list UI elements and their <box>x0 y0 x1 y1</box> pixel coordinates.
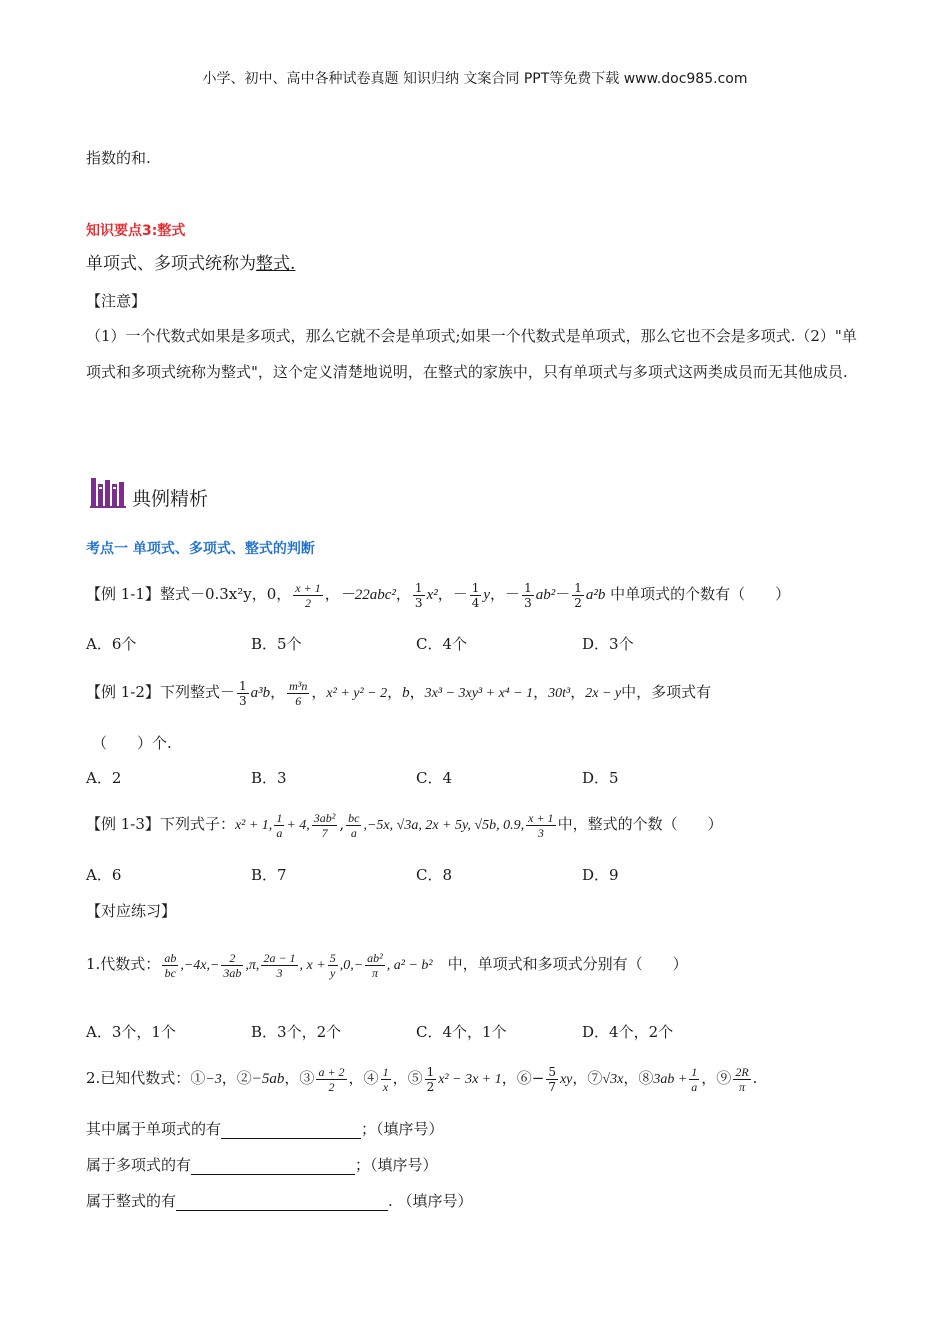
fraction: $\frac{\text{m³n}}{6}$ <box>289 678 308 708</box>
option-c[interactable]: C．4 <box>416 769 453 787</box>
fill-line-monomials <box>86 1118 444 1139</box>
option-b[interactable]: B．7 <box>251 866 287 884</box>
fill-line-integral <box>86 1190 473 1211</box>
answer-blank[interactable] <box>191 1156 355 1175</box>
fraction: $\frac{2}{3ab}$ <box>223 950 242 980</box>
note-body: （1）一个代数式如果是多项式，那么它就不会是单项式;如果一个代数式是单项式，那么它也不会是多项式.（2）"单项式和多项式统称为整式"，这个定义清楚地说明，在整式的家族中，只有单项式与多项式这两类成员而无其他成员. <box>86 327 857 381</box>
option-d[interactable]: D．9 <box>582 866 619 884</box>
option-b[interactable]: B．3个，2个 <box>251 1023 342 1041</box>
fraction: $\frac{5}{7}$ <box>548 1064 556 1094</box>
definition-line <box>86 249 295 274</box>
fraction: $\frac{x + 1}{3}$ <box>528 810 554 840</box>
option-c[interactable]: C．4个，1个 <box>416 1023 507 1041</box>
fraction: $\frac{1}{2}$ <box>426 1064 435 1094</box>
note-label: 【注意】 <box>86 292 147 310</box>
fill-tail: ；（填序号） <box>361 1120 444 1138</box>
fraction: $\frac{\text{3ab²}}{7}$ <box>313 810 336 840</box>
question-lead: 1.代数式： <box>86 955 161 973</box>
option-a[interactable]: A．6 <box>86 866 122 884</box>
example-1-2: 【例 1-2】下列整式－ $\frac{1}{3}$ a³b， $\frac{\text{m³n}}{6}$ ，x² + y² − 2，b，3x³ − 3xy³ + x⁴ − 1，30t³，2x − y中，多项式有 <box>86 678 712 708</box>
fraction: $\frac{1}{3}$ <box>524 580 532 610</box>
page-header: 小学、初中、高中各种试卷真题 知识归纳 文案合同 PPT等免费下载 www.doc985.com <box>202 71 748 87</box>
question-tail: 中，单项式和多项式分别有（ ） <box>447 955 688 973</box>
fill-tail: ；（填序号） <box>355 1156 438 1174</box>
example-label: 【例 1-2】 <box>86 683 160 701</box>
option-c[interactable]: C．8 <box>416 866 453 884</box>
fraction: $\frac{x + 1}{2}$ <box>295 580 321 610</box>
fraction: $\frac{\text{ab²}}{\pi}$ <box>367 950 383 980</box>
fraction: $\frac{1}{3}$ <box>238 678 247 708</box>
practice-question-2: 2.已知代数式：①−3，②−5ab，③ $\frac{a + 2}{2}$ ，④ $\frac{1}{x}$ ，⑤ $\frac{1}{2}$ x² − 3x + 1，⑥− $\frac{5}{7}$ xy，⑦√3x，⑧3ab + $\frac{1}{a}$ ，⑨ $\frac{2R}{\pi}$ . <box>86 1064 758 1094</box>
fill-lead: 其中属于单项式的有 <box>86 1120 222 1138</box>
fill-line-polynomials <box>86 1154 438 1175</box>
example-tail: 中，多项式有 <box>621 683 712 701</box>
option-d[interactable]: D．5 <box>582 769 619 787</box>
knowledge-point-title: 知识要点3:整式 <box>86 223 186 239</box>
fraction: $\frac{1}{x}$ <box>382 1064 389 1094</box>
option-a[interactable]: A．3个，1个 <box>86 1023 176 1041</box>
question-lead: 2.已知代数式： <box>86 1069 191 1087</box>
example-tail: 中，整式的个数（ ） <box>557 815 723 833</box>
previous-section-tail: 指数的和. <box>86 149 151 167</box>
example-label: 【例 1-3】 <box>86 815 160 833</box>
option-b[interactable]: B．5个 <box>251 635 302 653</box>
example-label: 【例 1-1】 <box>86 585 160 603</box>
example-lead: 整式－0.3x²y，0， <box>159 585 292 603</box>
option-c[interactable]: C．4个 <box>416 635 468 653</box>
example-1-1: 【例 1-1】整式－0.3x²y，0， $\frac{x + 1}{2}$ ，－22abc²， $\frac{1}{3}$ x²，－ $\frac{1}{4}$ y，－ $\frac{1}{3}$ ab²－ $\frac{1}{2}$ a²b 中单项式的个数有（ ） <box>86 580 791 610</box>
answer-blank[interactable] <box>221 1120 361 1139</box>
option-a[interactable]: A．2 <box>86 769 122 787</box>
fraction: $\frac{bc}{a}$ <box>348 810 360 840</box>
answer-blank[interactable] <box>176 1192 388 1211</box>
option-a[interactable]: A．6个 <box>86 635 137 653</box>
option-d[interactable]: D．4个，2个 <box>582 1023 674 1041</box>
topic-title: 考点一 单项式、多项式、整式的判断 <box>86 541 315 557</box>
fraction: $\frac{1}{a}$ <box>276 810 283 840</box>
fraction: $\frac{2R}{\pi}$ <box>735 1064 749 1094</box>
fraction: $\frac{1}{4}$ <box>471 580 480 610</box>
fraction: $\frac{ab}{bc}$ <box>164 950 177 980</box>
books-icon <box>90 476 126 512</box>
practice-question-1: 1.代数式： $\frac{ab}{bc}$ ,−4x,− $\frac{2}{3ab}$ ,π, $\frac{2a - 1}{3}$ , x + $\frac{5}{y}$ ,0,− $\frac{\text{ab²}}{\pi}$ , a² − b² 中，单项式和多项式分别有（ ） <box>86 950 688 980</box>
example-1-3: 【例 1-3】下列式子：x² + 1, $\frac{1}{a}$ + 4, $\frac{\text{3ab²}}{7}$ , $\frac{bc}{a}$ ,−5x, √3a, 2x + 5y, √5b, 0.9, $\frac{x + 1}{3}$ 中，整式的个数（ ） <box>86 810 723 840</box>
example-lead: 下列式子： <box>159 815 235 833</box>
fill-tail: . （填序号） <box>388 1192 473 1210</box>
fill-lead: 属于整式的有 <box>86 1192 177 1210</box>
practice-label: 【对应练习】 <box>86 902 177 920</box>
fraction: $\frac{1}{2}$ <box>574 580 582 610</box>
definition-term: 整式. <box>256 254 296 274</box>
fraction: $\frac{2a - 1}{3}$ <box>263 950 296 980</box>
fraction: $\frac{1}{a}$ <box>691 1064 698 1094</box>
fraction: $\frac{a + 2}{2}$ <box>318 1064 345 1094</box>
definition-prefix: 单项式、多项式统称为 <box>86 254 256 274</box>
example-lead: 下列整式 <box>159 683 220 701</box>
option-d[interactable]: D．3个 <box>582 635 634 653</box>
example-tail: 中单项式的个数有（ ） <box>610 585 791 603</box>
example-1-2-cont: （ ）个. <box>92 734 172 752</box>
fill-lead: 属于多项式的有 <box>86 1156 192 1174</box>
option-b[interactable]: B．3 <box>251 769 287 787</box>
section-title: 典例精析 <box>132 488 209 510</box>
fraction: $\frac{1}{3}$ <box>414 580 423 610</box>
fraction: $\frac{5}{y}$ <box>329 950 336 980</box>
